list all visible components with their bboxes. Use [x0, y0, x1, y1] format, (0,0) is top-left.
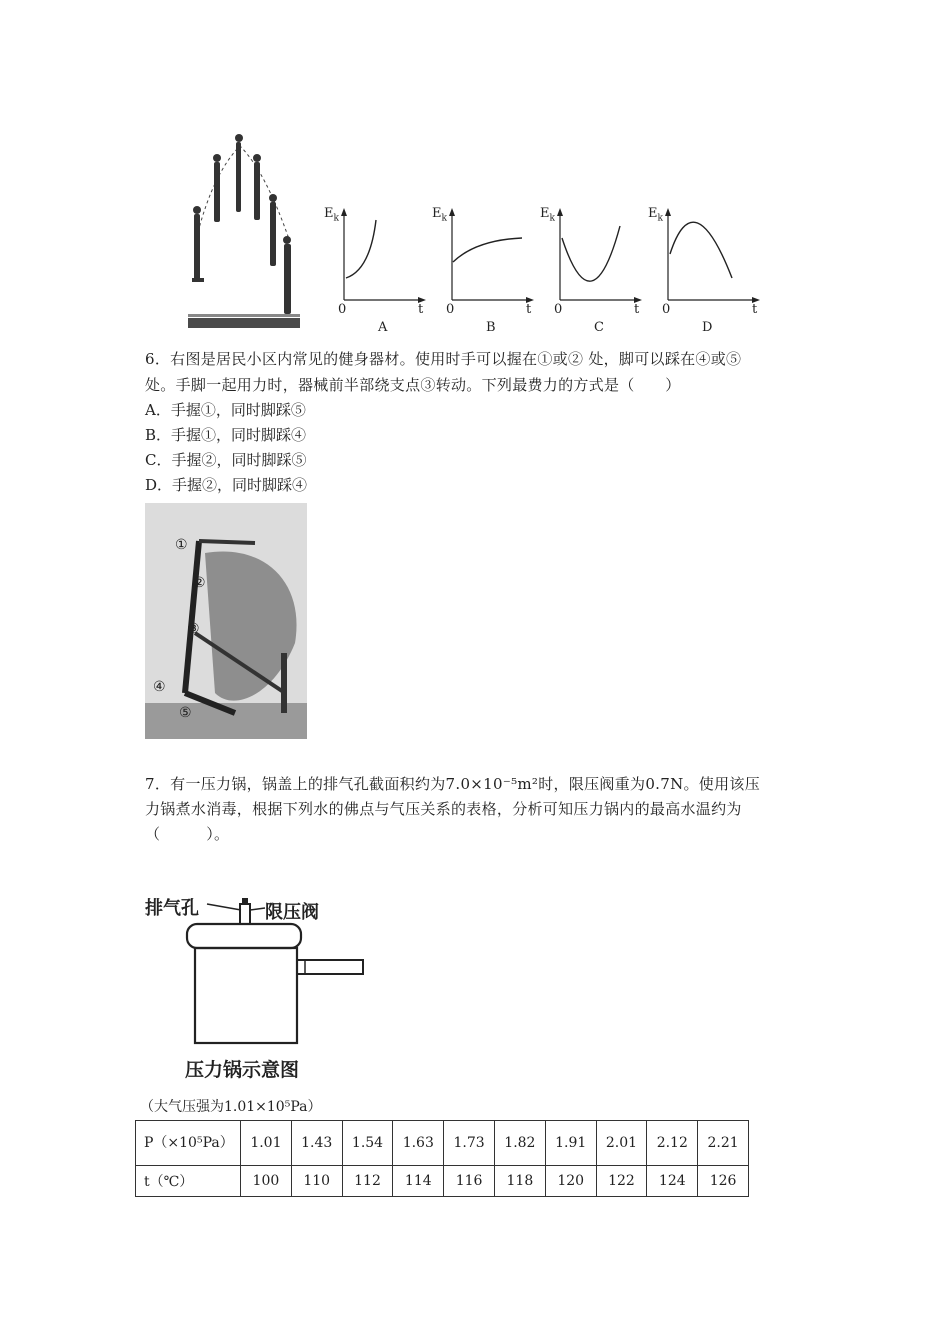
q7-stem-line2: 力锅煮水消毒，根据下列水的佛点与气压关系的表格，分析可知压力锅内的最高水温约为 — [145, 800, 742, 818]
q6-option-b: B．手握①，同时脚踩④ — [145, 426, 307, 444]
graph-a-origin: 0 — [338, 302, 347, 317]
graph-d-caption: D — [702, 320, 713, 335]
graph-a-ylabel: E — [324, 206, 334, 221]
q6-option-d: D．手握②，同时脚踩④ — [145, 476, 308, 494]
marker-4: ④ — [153, 679, 166, 695]
label-valve: 限压阀 — [265, 902, 319, 923]
boiling-point-table — [135, 1120, 749, 1197]
table-cell: 1.01 — [241, 1121, 292, 1166]
table-cell: 120 — [545, 1166, 596, 1197]
q6-option-c: C．手握②，同时脚踩⑤ — [145, 451, 307, 469]
table-cell: 1.43 — [291, 1121, 342, 1166]
graph-d-ylabel: E — [648, 206, 658, 221]
graph-a — [318, 200, 426, 340]
table-cell: 1.54 — [342, 1121, 393, 1166]
graph-d-origin: 0 — [662, 302, 671, 317]
graph-d — [642, 200, 766, 340]
graph-a-xlabel: t — [418, 302, 424, 317]
graph-c — [534, 200, 642, 340]
marker-2: ② — [193, 575, 206, 591]
table-cell: 1.82 — [494, 1121, 545, 1166]
table-cell: 2.12 — [647, 1121, 698, 1166]
q7-stem-line3: （ ）。 — [145, 825, 230, 843]
table-cell: 1.91 — [545, 1121, 596, 1166]
label-vent: 排气孔 — [145, 898, 199, 919]
graph-c-ysub: k — [549, 213, 555, 224]
pressure-cooker-diagram — [145, 880, 370, 1085]
q6-stem-line2: 处。手脚一起用力时，器械前半部绕支点③转动。下列最费力的方式是（ ） — [145, 376, 681, 394]
atmospheric-note: （大气压强为1.01×10⁵Pa） — [140, 1099, 322, 1115]
table-cell: 116 — [444, 1166, 495, 1197]
table-cell: 100 — [241, 1166, 292, 1197]
graph-b-caption: B — [486, 320, 496, 335]
graph-c-ylabel: E — [540, 206, 550, 221]
graph-b-origin: 0 — [446, 302, 455, 317]
graph-b-xlabel: t — [526, 302, 532, 317]
graph-c-xlabel: t — [634, 302, 640, 317]
table-cell: 2.01 — [596, 1121, 647, 1166]
graph-c-caption: C — [594, 320, 604, 335]
graph-a-ysub: k — [333, 213, 339, 224]
graph-b-ysub: k — [441, 213, 447, 224]
temperature-header: t（℃） — [136, 1166, 241, 1197]
graph-a-caption: A — [378, 320, 388, 335]
table-cell: 2.21 — [698, 1121, 749, 1166]
diagram-caption: 压力锅示意图 — [185, 1059, 300, 1081]
fitness-equipment-photo — [145, 503, 307, 739]
table-cell: 110 — [291, 1166, 342, 1197]
pressure-header: P（×10⁵Pa） — [136, 1121, 241, 1166]
table-cell: 118 — [494, 1166, 545, 1197]
q7-stem-line1: 7．有一压力锅，锅盖上的排气孔截面积约为7.0×10⁻⁵m²时，限压阀重为0.7N。使用该压 — [145, 775, 761, 793]
jump-sequence-figure — [184, 132, 304, 332]
graph-d-ysub: k — [657, 213, 663, 224]
marker-3: ③ — [187, 621, 200, 637]
graph-c-origin: 0 — [554, 302, 563, 317]
table-cell: 1.63 — [393, 1121, 444, 1166]
table-cell: 124 — [647, 1166, 698, 1197]
table-cell: 112 — [342, 1166, 393, 1197]
marker-5: ⑤ — [179, 705, 192, 721]
table-cell: 126 — [698, 1166, 749, 1197]
q6-option-a: A．手握①，同时脚踩⑤ — [145, 401, 306, 419]
table-row — [136, 1121, 749, 1166]
table-cell: 114 — [393, 1166, 444, 1197]
table-cell: 1.73 — [444, 1121, 495, 1166]
q6-stem-line1: 6．右图是居民小区内常见的健身器材。使用时手可以握在①或② 处，脚可以踩在④或⑤ — [145, 350, 742, 368]
graph-b — [426, 200, 534, 340]
table-row — [136, 1166, 749, 1197]
table-cell: 122 — [596, 1166, 647, 1197]
graph-b-ylabel: E — [432, 206, 442, 221]
marker-1: ① — [175, 537, 188, 553]
graph-d-xlabel: t — [752, 302, 758, 317]
